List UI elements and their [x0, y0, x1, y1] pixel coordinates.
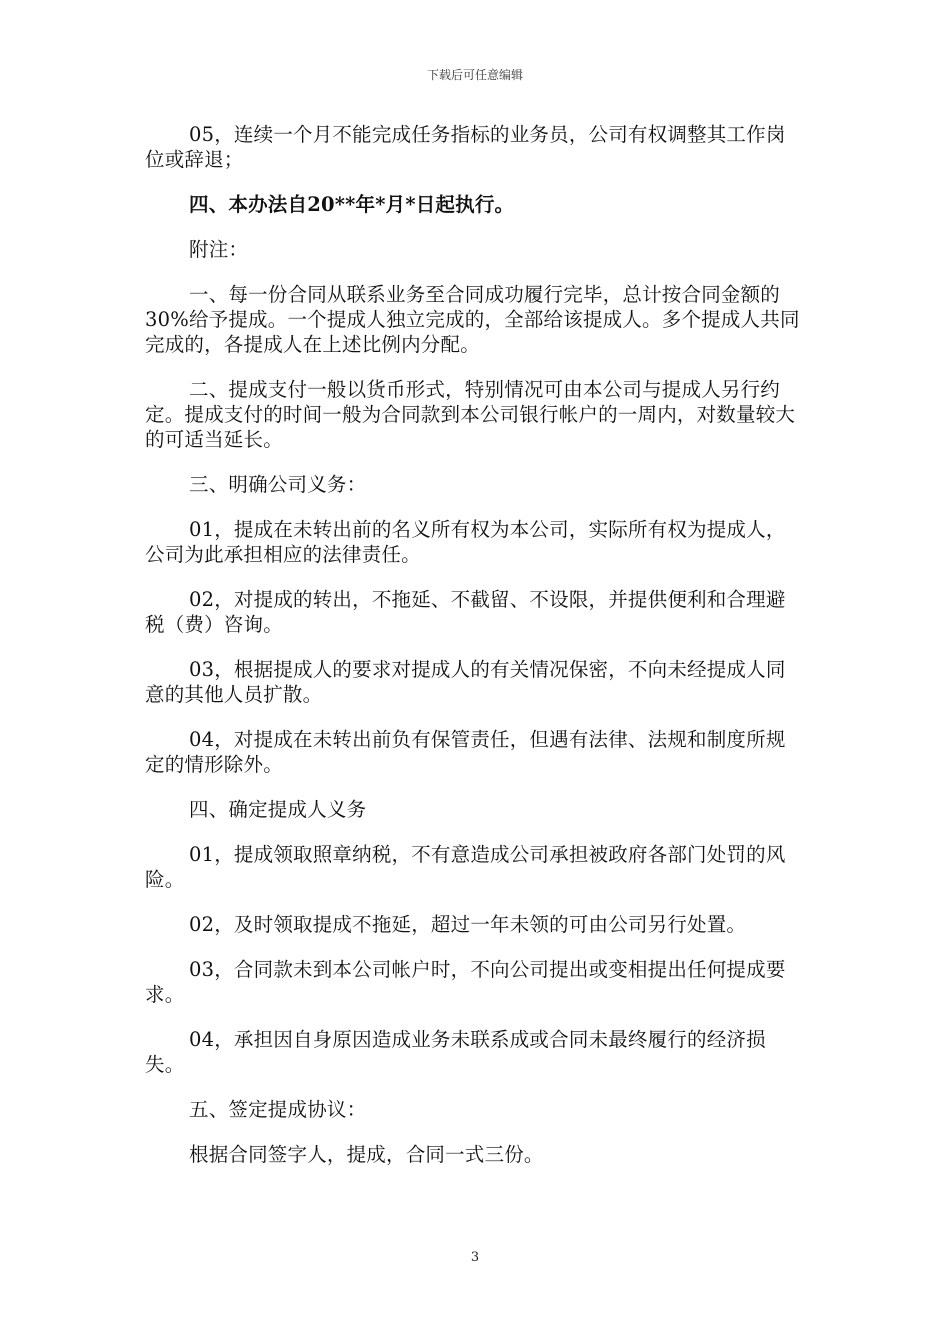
section-heading-effective-date: 四、本办法自20**年*月*日起执行。 [189, 193, 515, 216]
payee-duty-03: 03，合同款未到本公司帐户时，不向公司提出或变相提出任何提成要求。 [145, 958, 786, 1006]
company-duty-01: 01，提成在未转出前的名义所有权为本公司，实际所有权为提成人，公司为此承担相应的法律责任。 [145, 518, 786, 566]
agreement-text: 根据合同签字人，提成，合同一式三份。 [189, 1143, 544, 1166]
company-duty-04: 04，对提成在未转出前负有保管责任，但遇有法律、法规和制度所规定的情形除外。 [145, 728, 786, 776]
company-duty-03: 03，根据提成人的要求对提成人的有关情况保密，不向未经提成人同意的其他人员扩散。 [145, 658, 786, 706]
section-heading-agreement: 五、签定提成协议： [189, 1098, 367, 1121]
section-heading-company-duties: 三、明确公司义务： [189, 473, 367, 496]
document-body [145, 122, 805, 1187]
section-heading-payee-duties: 四、确定提成人义务 [189, 798, 367, 821]
payee-duty-02: 02，及时领取提成不拖延，超过一年未领的可由公司另行处置。 [189, 913, 747, 936]
header-note: 下载后可任意编辑 [426, 68, 523, 82]
company-duty-02: 02，对提成的转出，不拖延、不截留、不设限，并提供便利和合理避税（费）咨询。 [145, 588, 786, 636]
page-number: 3 [470, 1250, 480, 1265]
payee-duty-04: 04，承担因自身原因造成业务未联系成或合同未最终履行的经济损失。 [145, 1028, 766, 1076]
appendix-label: 附注： [189, 238, 249, 261]
payee-duty-01: 01，提成领取照章纳税，不有意造成公司承担被政府各部门处罚的风险。 [145, 843, 786, 891]
appendix-item-1: 一、每一份合同从联系业务至合同成功履行完毕，总计按合同金额的30%给予提成。一个提成人独立完成的，全部给该提成人。多个提成人共同完成的，各提成人在上述比例内分配。 [145, 283, 800, 356]
appendix-item-2: 二、提成支付一般以货币形式，特别情况可由本公司与提成人另行约定。提成支付的时间一般为合同款到本公司银行帐户的一周内，对数量较大的可适当延长。 [145, 378, 796, 451]
paragraph-05-rule: 05，连续一个月不能完成任务指标的业务员，公司有权调整其工作岗位或辞退； [145, 123, 786, 171]
